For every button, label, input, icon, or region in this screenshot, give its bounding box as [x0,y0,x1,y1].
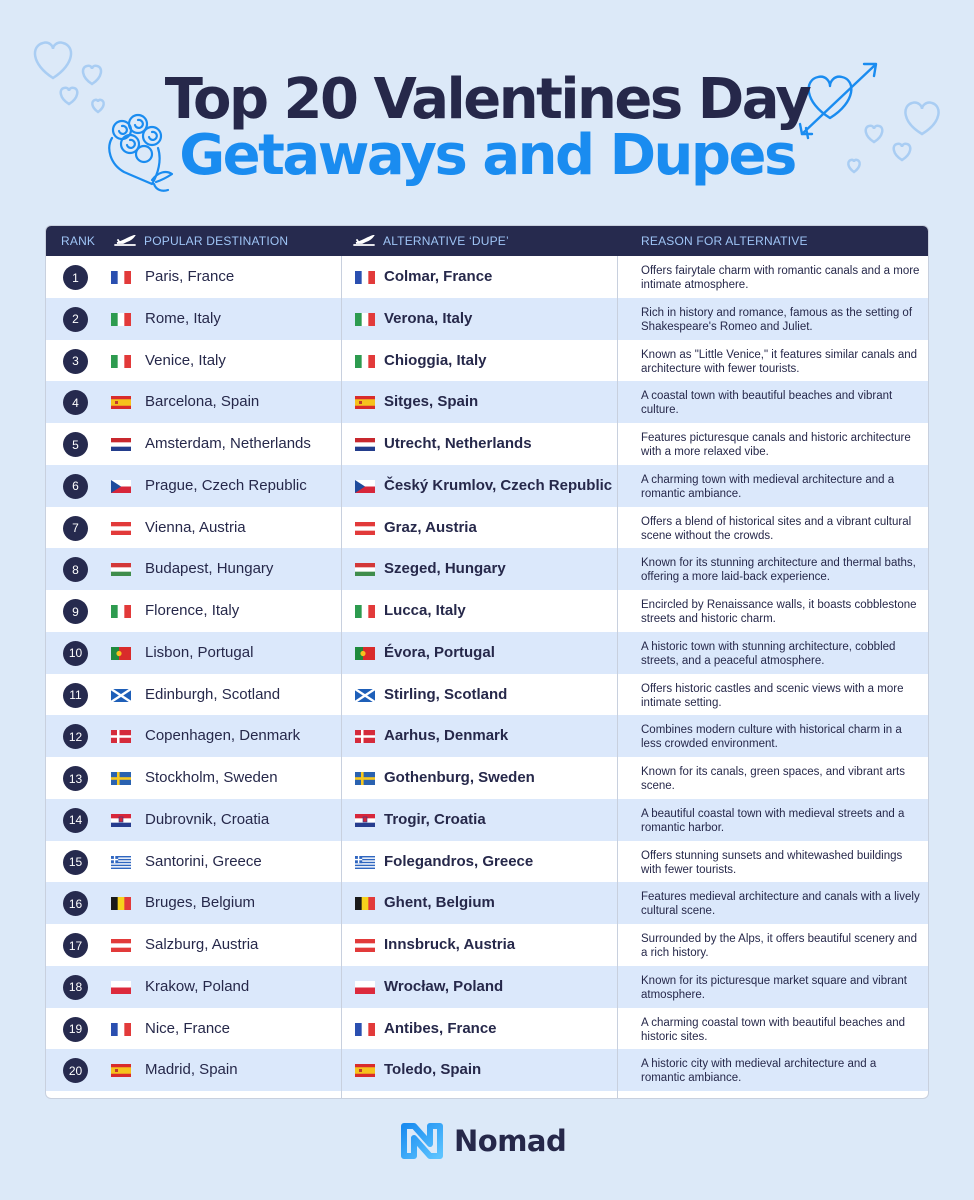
rank-badge: 9 [63,599,88,624]
reason-text: A coastal town with beautiful beaches and vibrant culture. [641,390,893,417]
header-reason: REASON FOR ALTERNATIVE [641,234,808,248]
table-row [46,715,929,757]
plane-icon [353,235,375,247]
sco-flag-icon [355,689,375,702]
popular-destination: Paris, France [145,268,235,285]
it-flag-icon [355,313,375,326]
header-rank: RANK [61,234,96,248]
reason-text: A charming coastal town with beautiful beaches and historic sites. [641,1016,906,1043]
popular-destination: Madrid, Spain [145,1061,238,1079]
table-row [46,507,929,549]
alternative-dupe: Trogir, Croatia [384,810,486,828]
dk-flag-icon [355,730,375,743]
alternative-dupe: Toledo, Spain [384,1061,482,1079]
popular-destination: Venice, Italy [145,351,226,369]
rank-badge: 18 [63,975,88,1000]
at-flag-icon [111,939,131,952]
popular-destination: Salzburg, Austria [145,936,259,953]
nl-flag-icon [355,438,375,451]
page-title [0,67,974,188]
be-flag-icon [355,897,375,910]
at-flag-icon [111,522,131,535]
popular-destination: Nice, France [145,1019,231,1037]
destinations-table [45,225,929,1099]
popular-destination: Bruges, Belgium [145,894,256,912]
hr-flag-icon [111,814,131,827]
rank-badge: 2 [63,307,88,332]
reason-text: A historic town with stunning architecture, cobbled streets, and a peaceful atmosphere. [641,640,896,667]
hr-flag-icon [355,814,375,827]
fr-flag-icon [355,271,375,284]
reason-text: Offers historic castles and scenic views with a more intimate setting. [641,682,904,709]
table-body [46,256,929,1091]
reason-text: Known for its stunning architecture and thermal baths, offering a more laid-back experience. [641,557,916,584]
reason-text: A historic city with medieval architecture and a romantic ambiance. [641,1058,877,1085]
rank-badge: 20 [63,1058,88,1083]
rank-badge: 17 [63,933,88,958]
se-flag-icon [355,772,375,785]
rank-badge: 16 [63,891,88,916]
nomad-logo-icon [398,1120,446,1162]
at-flag-icon [355,939,375,952]
title-line-1: Top 20 Valentines Day [164,67,810,132]
reason-text: Surrounded by the Alps, it offers beautiful scenery and a rich history. [641,933,917,959]
alternative-dupe: Évora, Portugal [384,643,495,661]
pt-flag-icon [355,647,375,660]
table-row [46,841,929,883]
popular-destination: Prague, Czech Republic [145,476,307,494]
alternative-dupe: Wrocław, Poland [384,977,504,995]
header-dupe-label: ALTERNATIVE ‘DUPE’ [383,234,509,248]
table-row [46,590,929,632]
rank-badge: 5 [63,432,88,457]
reason-text: Combines modern culture with historical charm in a less crowded environment. [641,724,902,751]
popular-destination: Barcelona, Spain [145,393,260,411]
es-flag-icon [111,396,131,409]
popular-destination: Rome, Italy [145,309,221,327]
cz-flag-icon [111,480,131,493]
pt-flag-icon [111,647,131,660]
hu-flag-icon [355,563,375,576]
table-row [46,1008,929,1050]
table-row [46,256,929,298]
alternative-dupe: Sitges, Spain [384,393,479,411]
it-flag-icon [355,605,375,618]
reason-text: Known for its picturesque market square and vibrant atmosphere. [641,974,907,1001]
brand-name: Nomad [454,1124,567,1158]
table-row [46,757,929,799]
gr-flag-icon [355,856,375,869]
reason-text: Offers stunning sunsets and whitewashed buildings with fewer tourists. [641,849,903,876]
alternative-dupe: Szeged, Hungary [384,560,506,578]
rank-badge: 7 [63,516,88,541]
popular-destination: Stockholm, Sweden [145,769,278,786]
alternative-dupe: Folegandros, Greece [384,852,534,870]
table-row [46,298,929,340]
table-row [46,799,929,841]
plane-icon [114,235,136,247]
alternative-dupe: Aarhus, Denmark [384,727,509,745]
it-flag-icon [355,355,375,368]
reason-text: A charming town with medieval architecture and a romantic ambiance. [641,473,895,500]
rank-badge: 6 [63,474,88,499]
alternative-dupe: Lucca, Italy [384,602,466,619]
alternative-dupe: Innsbruck, Austria [384,936,516,953]
rank-badge: 11 [63,683,88,708]
reason-text: Offers fairytale charm with romantic canals and a more intimate atmosphere. [641,265,920,291]
alternative-dupe: Utrecht, Netherlands [384,435,532,452]
rank-badge: 1 [63,265,88,290]
header-popular-label: POPULAR DESTINATION [144,234,289,248]
popular-destination: Edinburgh, Scotland [145,685,281,703]
sco-flag-icon [111,689,131,702]
table-row [46,548,929,590]
alternative-dupe: Český Krumlov, Czech Republic [384,476,613,494]
reason-text: A beautiful coastal town with medieval streets and a romantic harbor. [641,807,905,834]
rank-badge: 13 [63,766,88,791]
es-flag-icon [355,1064,375,1077]
reason-text: Features medieval architecture and canals with a lively cultural scene. [641,891,920,918]
nl-flag-icon [111,438,131,451]
reason-text: Features picturesque canals and historic architecture with a more relaxed vibe. [641,432,911,458]
pl-flag-icon [111,981,131,994]
popular-destination: Amsterdam, Netherlands [145,435,311,452]
reason-text: Rich in history and romance, famous as the setting of Shakespeare's Romeo and Juliet. [641,306,913,333]
title-line-2: Getaways and Dupes [179,123,795,188]
rank-badge: 4 [63,390,88,415]
table-row [46,924,929,966]
alternative-dupe: Chioggia, Italy [384,351,487,369]
reason-text: Offers a blend of historical sites and a vibrant cultural scene without the crowds. [641,515,912,542]
pl-flag-icon [355,981,375,994]
reason-text: Encircled by Renaissance walls, it boasts cobblestone streets and historic charm. [641,599,917,625]
popular-destination: Lisbon, Portugal [145,643,254,661]
it-flag-icon [111,605,131,618]
alternative-dupe: Ghent, Belgium [384,894,495,912]
alternative-dupe: Graz, Austria [384,518,477,536]
table-row [46,1049,929,1091]
dk-flag-icon [111,730,131,743]
rank-badge: 10 [63,641,88,666]
table-row [46,465,929,507]
table-row [46,882,929,924]
fr-flag-icon [111,1023,131,1036]
es-flag-icon [355,396,375,409]
it-flag-icon [111,355,131,368]
rank-badge: 19 [63,1017,88,1042]
alternative-dupe: Colmar, France [384,268,493,285]
popular-destination: Krakow, Poland [145,977,250,995]
reason-text: Known for its canals, green spaces, and vibrant arts scene. [641,766,906,792]
se-flag-icon [111,772,131,785]
be-flag-icon [111,897,131,910]
hu-flag-icon [111,563,131,576]
it-flag-icon [111,313,131,326]
table-row [46,632,929,674]
es-flag-icon [111,1064,131,1077]
rank-badge: 3 [63,349,88,374]
alternative-dupe: Gothenburg, Sweden [384,769,535,786]
rank-badge: 12 [63,724,88,749]
popular-destination: Florence, Italy [145,602,240,619]
popular-destination: Copenhagen, Denmark [145,727,301,745]
table-row [46,674,929,716]
column-divider [617,256,618,1098]
alternative-dupe: Antibes, France [384,1019,497,1037]
table-row [46,340,929,382]
popular-destination: Vienna, Austria [145,518,246,536]
fr-flag-icon [111,271,131,284]
table-row [46,381,929,423]
table-row [46,966,929,1008]
popular-destination: Budapest, Hungary [145,560,274,578]
table-header [46,226,928,256]
table-row [46,423,929,465]
at-flag-icon [355,522,375,535]
rank-badge: 8 [63,557,88,582]
popular-destination: Dubrovnik, Croatia [145,810,270,828]
alternative-dupe: Verona, Italy [384,309,473,327]
rank-badge: 14 [63,808,88,833]
cz-flag-icon [355,480,375,493]
rank-badge: 15 [63,850,88,875]
header-popular [114,226,288,256]
column-divider [341,256,342,1098]
alternative-dupe: Stirling, Scotland [384,685,508,703]
reason-text: Known as "Little Venice," it features similar canals and architecture with fewer tourists. [641,348,917,375]
popular-destination: Santorini, Greece [145,852,262,870]
footer-logo [398,1120,566,1162]
fr-flag-icon [355,1023,375,1036]
header-dupe [353,226,509,256]
gr-flag-icon [111,856,131,869]
